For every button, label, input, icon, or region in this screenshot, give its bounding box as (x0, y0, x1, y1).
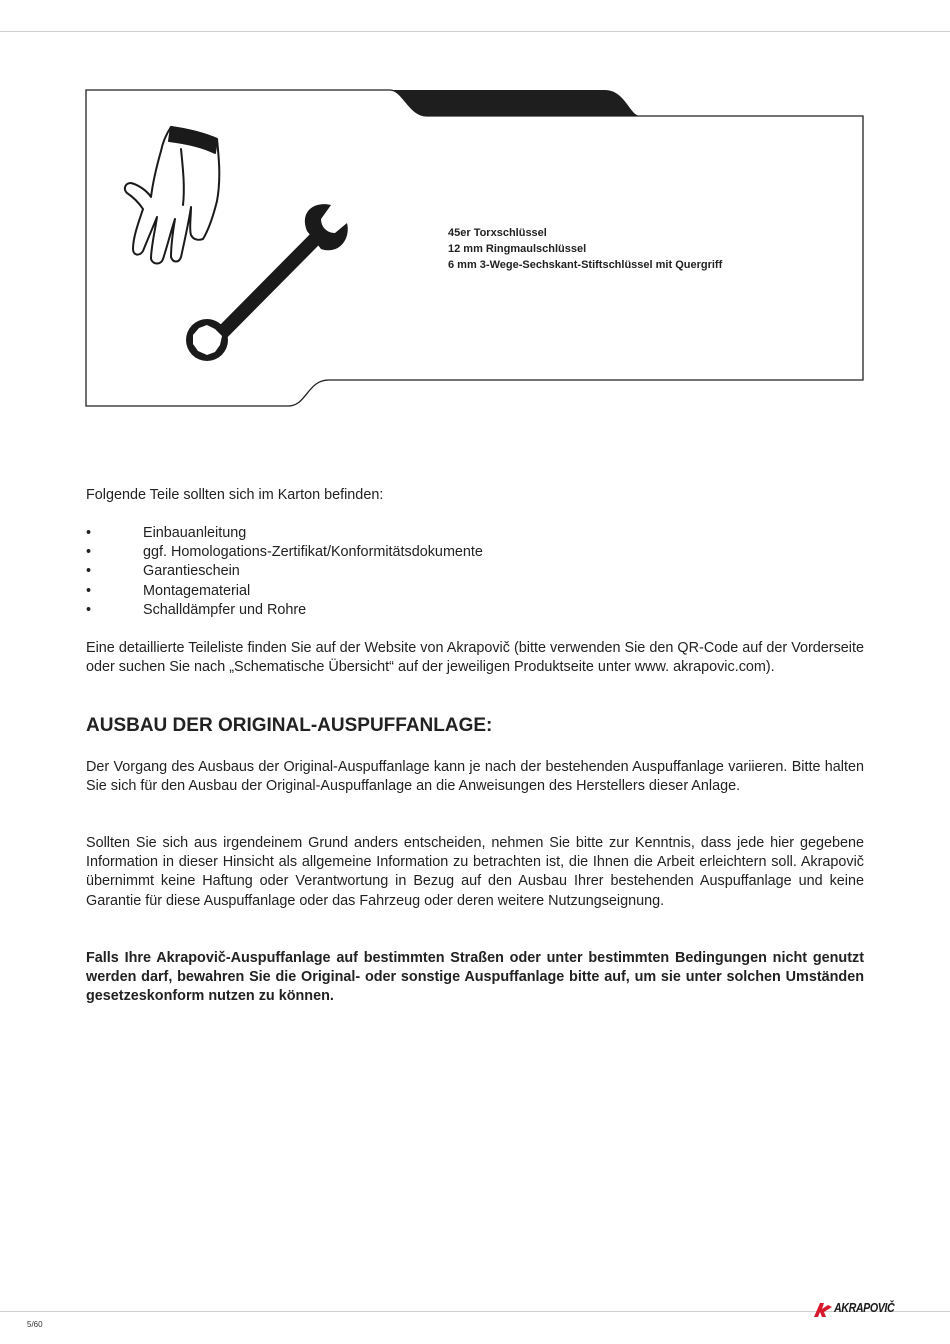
tool-item: 12 mm Ringmaulschlüssel (448, 243, 587, 255)
glove-icon (125, 127, 219, 264)
section-heading: AUSBAU DER ORIGINAL-AUSPUFFANLAGE: (86, 715, 493, 736)
legal-use-paragraph: Falls Ihre Akrapovič-Auspuffanlage auf bestimmten Straßen oder unter bestimmten Bedingungen nicht genutzt werden darf, bewahren Sie die Original- oder sonstige Auspuffanlage bitte auf, um sie unter solchen Umständen gesetzeskonform nutzen zu können. (86, 950, 864, 1005)
page-number: 5/60 (27, 1320, 43, 1329)
akrapovic-scorpion-icon (812, 1299, 834, 1319)
list-item-label: Einbauanleitung (143, 525, 247, 541)
bullet: • (86, 544, 92, 561)
parts-list-note: Eine detaillierte Teileliste finden Sie auf der Website von Akrapovič (bitte verwenden Sie den QR-Code auf der Vorderseite oder suchen Sie nach „Schematische Übersicht“ auf der jeweiligen Produktseite unter www. akrapovic.com). (86, 640, 864, 676)
list-item (86, 562, 483, 581)
akrapovic-logo (812, 1298, 898, 1320)
parts-list (86, 524, 483, 620)
bullet: • (86, 563, 92, 580)
tools-list (448, 225, 722, 273)
list-item (86, 543, 483, 562)
top-rule (0, 31, 950, 32)
list-item-label: Montagematerial (143, 582, 251, 599)
list-item-label: Garantieschein (143, 563, 240, 580)
logo-text: AKRAPOVIČ (834, 1300, 895, 1315)
tools-box (85, 89, 867, 410)
list-item-label: ggf. Homologations-Zertifikat/Konformitätsdokumente (143, 544, 483, 561)
tool-item: 6 mm 3-Wege-Sechskant-Stiftschlüssel mit Quergriff (448, 259, 723, 271)
list-item (86, 601, 483, 620)
bullet: • (86, 582, 92, 599)
bullet: • (86, 601, 92, 618)
list-item-label: Schalldämpfer und Rohre (143, 601, 307, 618)
ausbau-paragraph: Der Vorgang des Ausbaus der Original-Auspuffanlage kann je nach der bestehenden Auspuffanlage variieren. Bitte halten Sie sich für den Ausbau der Original-Auspuffanlage an die Anweisungen des Herstellers dieser Anlage. (86, 759, 864, 795)
parts-intro: Folgende Teile sollten sich im Karton befinden: (86, 487, 384, 503)
list-item (86, 582, 483, 601)
bullet: • (86, 525, 92, 541)
tool-item: 45er Torxschlüssel (448, 227, 547, 239)
bottom-rule (0, 1311, 950, 1312)
liability-paragraph: Sollten Sie sich aus irgendeinem Grund anders entscheiden, nehmen Sie bitte zur Kenntnis, dass jede hier gegebene Information in dieser Hinsicht als allgemeine Information zu betrachten ist, die Ihnen die Arbeit erleichtern soll. Akrapovič übernimmt keine Haftung oder Verantwortung in Bezug auf den Ausbau Ihrer bestehenden Auspuffanlage und keine Garantie für diese Auspuffanlage oder das Fahrzeug oder deren weitere Nutzungseignung. (86, 835, 864, 909)
wrench-icon (186, 204, 348, 361)
list-item (86, 524, 483, 543)
